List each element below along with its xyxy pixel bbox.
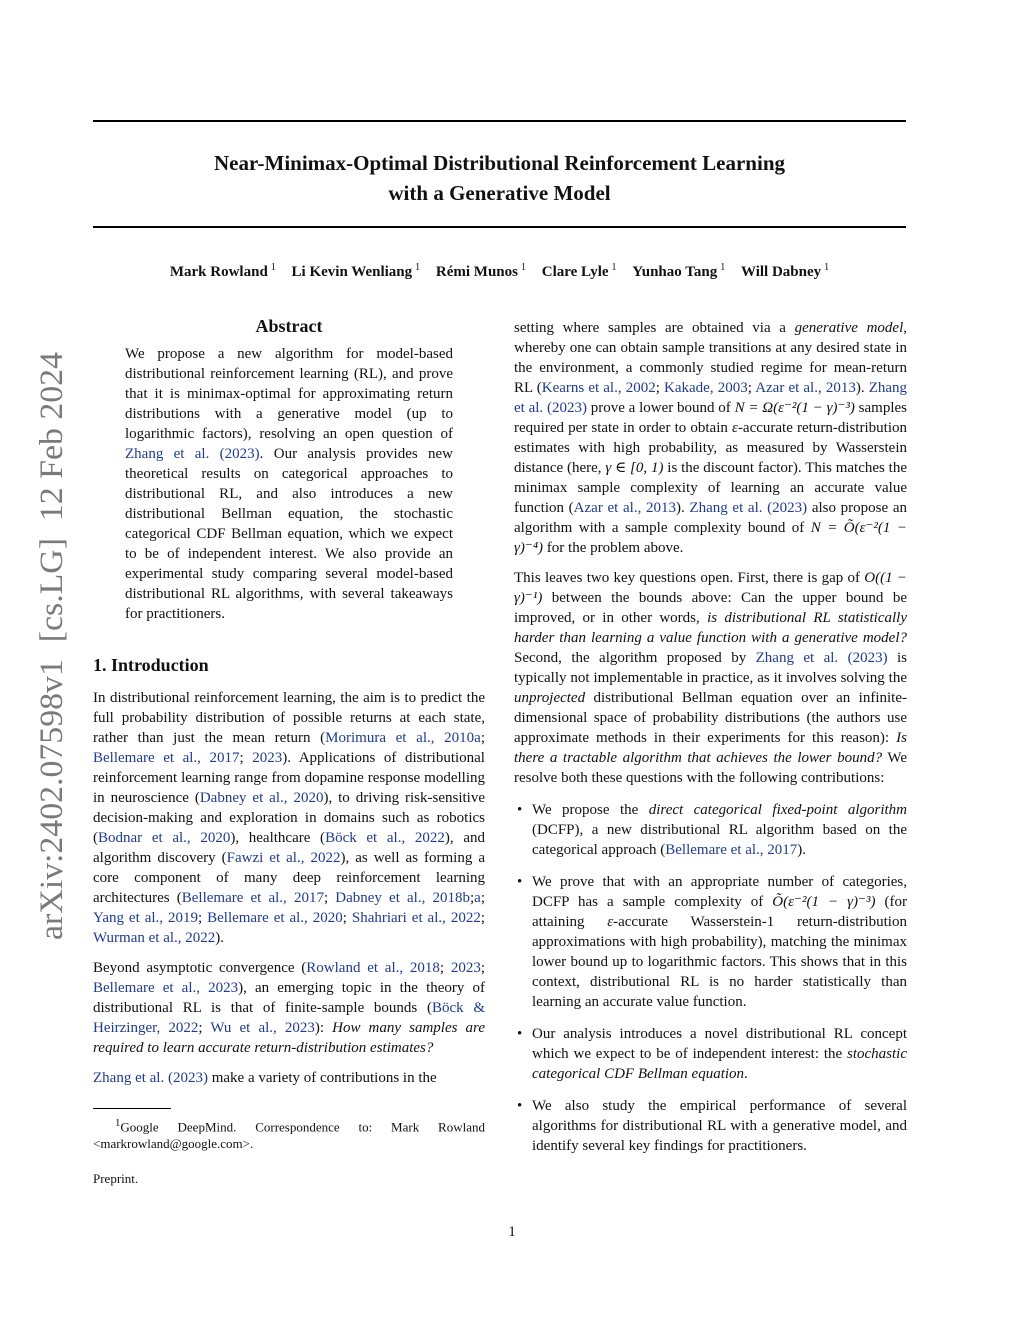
citation-link[interactable]: Bellemare et al., 2020 [207,910,343,926]
intro-paragraph-1: In distributional reinforcement learning, the aim is to predict the full probability distribution of possible returns at each state, rather than just the mean return (Morimura et al., 2010a; Bellemare et al., 2017; 2023). Applications of distributional reinforcement learning range from dopamine response modelling in neuroscience (Dabney et al., 2020), to driving risk-sensitive decision-making and exploration in domains such as robotics (Bodnar et al., 2020), healthcare (Böck et al., 2022), and algorithm discovery (Fawzi et al., 2022), as well as forming a core component of many deep reinforcement learning architectures (Bellemare et al., 2017; Dabney et al., 2018b;a; Yang et al., 2019; Bellemare et al., 2020; Shahriari et al., 2022; Wurman et al., 2022). [93,690,486,946]
footnote-divider [93,1108,171,1109]
citation-link[interactable]: Fawzi et al., 2022 [226,850,341,866]
citation-link[interactable]: Zhang et al. (2023) [755,650,888,666]
bullet-icon: • [517,1026,523,1042]
intro-paragraph-2: Beyond asymptotic convergence (Rowland et al., 2018; 2023; Bellemare et al., 2023), an emerging topic in the theory of distributional RL is that of finite-sample bounds (Böck & Heirzinger, 2022; Wu et al., 2023): How many samples are required to learn accurate return-distribution estimates? [93,960,485,1056]
right-paragraph-2: This leaves two key questions open. First, there is gap of O((1 − γ)⁻¹) between the bounds above: Can the upper bound be improved, or in other words, is distributional RL statistically harder than learning a value function with a generative model? Second, the algorithm proposed by Zhang et al. (2023) is typically not implementable in practice, as it involves solving the unprojected distributional Bellman equation over an infinite-dimensional space of probability distributions (the authors use approximate methods in their experiments for this reason): Is there a tractable algorithm that achieves the lower bound? We resolve both these questions with the following contributions: [514,570,908,786]
math-expression: γ ∈ [0, 1) [605,460,664,476]
left-column [93,315,485,1187]
math-expression: ε [607,914,614,930]
list-item: • We also study the empirical performance of several algorithms for distributional RL with a generative model, and identify several key findings for practitioners. [517,1098,907,1154]
title-line-2: with a Generative Model [388,181,611,205]
contributions-list [514,800,907,1156]
citation-link[interactable]: Bellemare et al., 2017 [181,890,324,906]
citation-link[interactable]: Bellemare et al., 2023 [93,980,239,996]
citation-link[interactable]: Dabney et al., 2018b [335,890,470,906]
right-column [514,318,907,1168]
citation-link[interactable]: Dabney et al., 2020 [199,790,324,806]
arxiv-stamp-text: arXiv:2402.07598v1 [cs.LG] 12 Feb 2024 [34,366,70,940]
author: Mark Rowland $^1$ [169,262,276,280]
author: Will Dabney $^1$ [740,262,830,280]
citation-link[interactable]: Zhang et al. (2023) [93,1070,208,1086]
citation-link[interactable]: Zhang et al. (2023) [689,500,808,516]
author: Yunhao Tang $^1$ [632,262,726,280]
citation-link[interactable]: Zhang et al. (2023) [125,446,260,462]
math-expression: Õ(ε⁻²(1 − γ)⁻³) [772,894,876,910]
math-expression: N = Õ(ε⁻²(1 − γ)⁻⁴) [514,520,907,556]
citation-link[interactable]: Azar et al., 2013 [755,380,856,396]
page-number: 1 [508,1224,516,1240]
intro-paragraph-3: Zhang et al. (2023) make a variety of contributions in the [93,1070,437,1086]
citation-link[interactable]: Morimura et al., 2010a [325,730,481,746]
bottom-rule [93,226,906,228]
math-expression: ε [732,420,738,436]
affiliation-footnote: $^1$Google DeepMind. Correspondence to: Mark Rowland <markrowland@google.com>. [93,1117,485,1152]
citation-link[interactable]: Kakade, 2003 [664,380,748,396]
math-expression: N = Ω(ε⁻²(1 − γ)⁻³) [734,400,855,416]
bullet-icon: • [517,802,523,818]
bullet-icon: • [517,874,523,890]
abstract-text: We propose a new algorithm for model-based distributional reinforcement learning (RL), and prove that it is minimax-optimal for approximating return distributions with a generative model (up to logarithmic factors), resolving an open question of Zhang et al. (2023). Our analysis provides new theoretical results on categorical approaches to distributional RL, and also introduces a new distributional Bellman equation, the stochastic categorical CDF Bellman equation, which we expect to be of independent interest. We also provide an experimental study comparing several model-based distributional RL algorithms, with several takeaways for practitioners. [125,346,453,622]
math-expression: O((1 − γ)⁻¹) [514,570,907,606]
preprint-label: Preprint. [93,1171,139,1187]
arxiv-identifier [31,350,71,940]
top-rule [93,120,906,122]
citation-link[interactable]: Böck & Heirzinger, 2022 [93,1000,485,1036]
paper-title [93,148,906,208]
citation-link[interactable]: Wu et al., 2023 [210,1020,315,1036]
list-item: • We propose the direct categorical fixed-point algorithm (DCFP), a new distributional RL algorithm based on the categorical approach (Bellemare et al., 2017). [517,802,907,858]
author: Li Kevin Wenliang $^1$ [291,262,421,280]
abstract-heading: Abstract [255,316,323,336]
citation-link[interactable]: Bodnar et al., 2020 [98,830,231,846]
citation-link[interactable]: Wurman et al., 2022 [93,930,216,946]
section-heading-introduction: 1. Introduction [93,655,209,675]
citation-link[interactable]: Azar et al., 2013 [573,500,676,516]
citation-link[interactable]: Kearns et al., 2002 [541,380,656,396]
citation-link[interactable]: Rowland et al., 2018 [306,960,440,976]
citation-link[interactable]: Böck et al., 2022 [325,830,445,846]
author-list [93,262,906,281]
citation-link[interactable]: Bellemare et al., 2017 [665,842,798,858]
author: Rémi Munos $^1$ [435,262,526,280]
title-line-1: Near-Minimax-Optimal Distributional Reinforcement Learning [213,151,786,175]
citation-link[interactable]: Zhang et al. (2023) [514,380,908,416]
citation-link[interactable]: Yang et al., 2019 [93,910,198,926]
citation-link[interactable]: a [474,890,481,906]
author: Clare Lyle $^1$ [541,262,617,280]
citation-link[interactable]: 2023 [450,960,481,976]
list-item: • We prove that with an appropriate number of categories, DCFP has a sample complexity of Õ(ε⁻²(1 − γ)⁻³) (for attaining ε-accurate Wasserstein-1 return-distribution approximations with high probability), matching the minimax lower bound up to logarithmic factors. This shows that in this context, distributional RL is no harder statistically than learning an accurate value function. [517,874,907,1010]
citation-link[interactable]: Bellemare et al., 2017 [93,750,240,766]
bullet-icon: • [517,1098,523,1114]
citation-link[interactable]: Shahriari et al., 2022 [351,910,481,926]
citation-link[interactable]: 2023 [252,750,283,766]
right-paragraph-1: setting where samples are obtained via a generative model, whereby one can obtain sample transitions at any desired state in the environment, a commonly studied regime for mean-return RL (Kearns et al., 2002; Kakade, 2003; Azar et al., 2013). Zhang et al. (2023) prove a lower bound of N = Ω(ε⁻²(1 − γ)⁻³) samples required per state in order to obtain ε-accurate return-distribution estimates with high probability, as measured by Wasserstein distance (here, γ ∈ [0, 1) is the discount factor). This matches the minimax sample complexity of learning an accurate value function (Azar et al., 2013). Zhang et al. (2023) also propose an algorithm with a sample complexity bound of N = Õ(ε⁻²(1 − γ)⁻⁴) for the problem above. [514,320,908,556]
list-item: • Our analysis introduces a novel distributional RL concept which we expect to be of independent interest: the stochastic categorical CDF Bellman equation. [517,1026,907,1082]
